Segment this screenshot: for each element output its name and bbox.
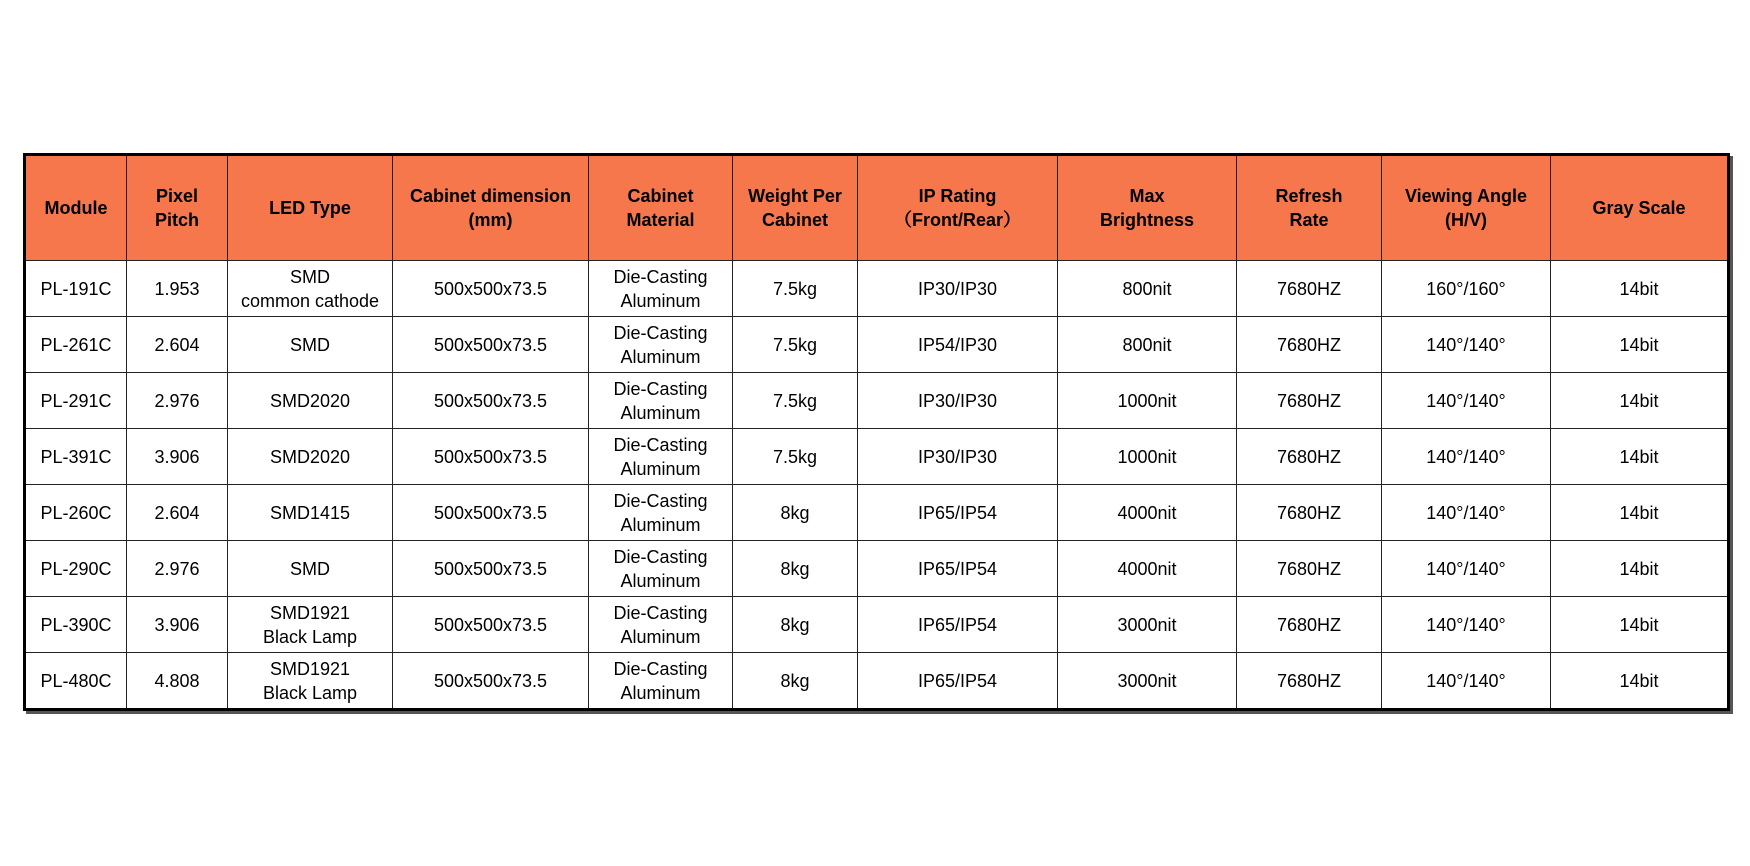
cell-led-type (228, 541, 393, 597)
cell-module (25, 261, 127, 317)
cell-pixel-pitch (127, 429, 228, 485)
column-header-pixel-pitch (127, 155, 228, 261)
cell-value: 14bit (1619, 614, 1659, 635)
cell-value: PL-261C (40, 334, 112, 355)
column-header-refresh-rate (1237, 155, 1382, 261)
cell-value: IP30/IP30 (917, 390, 998, 411)
cell-refresh-rate (1237, 485, 1382, 541)
cell-value: IP65/IP54 (917, 502, 998, 523)
cell-refresh-rate (1237, 373, 1382, 429)
cell-max-brightness (1058, 373, 1237, 429)
cell-viewing-angle (1382, 261, 1551, 317)
cell-value: 7680HZ (1276, 334, 1342, 355)
cell-value: 140°/140° (1426, 670, 1506, 691)
cell-refresh-rate (1237, 317, 1382, 373)
cell-value: 500x500x73.5 (433, 670, 548, 691)
cell-refresh-rate (1237, 261, 1382, 317)
column-header-label: IP Rating （Front/Rear） (893, 186, 1021, 230)
cell-value: 2.976 (154, 390, 200, 411)
cell-led-type (228, 373, 393, 429)
cell-value: Die-Casting Aluminum (613, 602, 708, 647)
cell-value: 140°/140° (1426, 390, 1506, 411)
table-row (25, 485, 1729, 541)
cell-value: 800nit (1122, 278, 1172, 299)
table-row (25, 653, 1729, 710)
cell-value: 7680HZ (1276, 278, 1342, 299)
column-header-label: Refresh Rate (1275, 186, 1343, 230)
cell-value: 2.604 (154, 334, 200, 355)
cell-cabinet-material (589, 541, 733, 597)
cell-gray-scale (1551, 261, 1729, 317)
cell-viewing-angle (1382, 373, 1551, 429)
cell-value: Die-Casting Aluminum (613, 322, 708, 367)
table-row (25, 429, 1729, 485)
cell-viewing-angle (1382, 485, 1551, 541)
cell-ip-rating (858, 653, 1058, 710)
column-header-label: Weight Per Cabinet (748, 186, 842, 230)
cell-value: 7680HZ (1276, 670, 1342, 691)
cell-led-type (228, 485, 393, 541)
cell-cabinet-material (589, 597, 733, 653)
column-header-led-type (228, 155, 393, 261)
cell-max-brightness (1058, 597, 1237, 653)
cell-value: IP65/IP54 (917, 670, 998, 691)
cell-value: 140°/140° (1426, 446, 1506, 467)
cell-viewing-angle (1382, 317, 1551, 373)
cell-pixel-pitch (127, 597, 228, 653)
column-header-viewing-angle (1382, 155, 1551, 261)
cell-weight-per-cabinet (733, 597, 858, 653)
cell-weight-per-cabinet (733, 653, 858, 710)
cell-value: 500x500x73.5 (433, 278, 548, 299)
cell-value: 3000nit (1117, 670, 1177, 691)
cell-max-brightness (1058, 429, 1237, 485)
cell-value: 1000nit (1117, 446, 1177, 467)
cell-value: 7.5kg (772, 390, 818, 411)
cell-value: Die-Casting Aluminum (613, 546, 708, 591)
cell-pixel-pitch (127, 653, 228, 710)
led-module-spec-table (23, 153, 1730, 711)
cell-value: 3.906 (154, 446, 200, 467)
cell-pixel-pitch (127, 485, 228, 541)
cell-value: SMD1921 Black Lamp (262, 602, 358, 647)
cell-value: 14bit (1619, 278, 1659, 299)
cell-value: 14bit (1619, 446, 1659, 467)
cell-value: Die-Casting Aluminum (613, 490, 708, 535)
cell-value: 8kg (780, 670, 810, 691)
cell-value: SMD common cathode (240, 266, 380, 311)
column-header-module (25, 155, 127, 261)
cell-value: SMD (290, 558, 330, 579)
table-body (25, 261, 1729, 710)
cell-gray-scale (1551, 541, 1729, 597)
cell-cabinet-material (589, 429, 733, 485)
cell-weight-per-cabinet (733, 373, 858, 429)
cell-value: 8kg (780, 558, 810, 579)
cell-value: 2.604 (154, 502, 200, 523)
cell-module (25, 429, 127, 485)
cell-value: 500x500x73.5 (433, 558, 548, 579)
cell-refresh-rate (1237, 541, 1382, 597)
cell-value: 14bit (1619, 558, 1659, 579)
cell-refresh-rate (1237, 597, 1382, 653)
cell-refresh-rate (1237, 653, 1382, 710)
cell-value: PL-191C (40, 278, 112, 299)
column-header-gray-scale (1551, 155, 1729, 261)
cell-value: IP65/IP54 (917, 614, 998, 635)
cell-gray-scale (1551, 485, 1729, 541)
cell-value: 4.808 (154, 670, 200, 691)
cell-gray-scale (1551, 373, 1729, 429)
cell-value: 140°/140° (1426, 334, 1506, 355)
cell-led-type (228, 261, 393, 317)
cell-module (25, 485, 127, 541)
column-header-label: LED Type (269, 198, 351, 218)
cell-value: SMD2020 (269, 390, 351, 411)
cell-cabinet-dimension (393, 317, 589, 373)
cell-viewing-angle (1382, 597, 1551, 653)
cell-cabinet-material (589, 261, 733, 317)
table-row (25, 541, 1729, 597)
cell-module (25, 653, 127, 710)
cell-weight-per-cabinet (733, 485, 858, 541)
cell-value: 500x500x73.5 (433, 446, 548, 467)
cell-pixel-pitch (127, 541, 228, 597)
cell-max-brightness (1058, 653, 1237, 710)
cell-value: 800nit (1122, 334, 1172, 355)
cell-value: 14bit (1619, 334, 1659, 355)
cell-value: 7680HZ (1276, 390, 1342, 411)
cell-cabinet-dimension (393, 485, 589, 541)
cell-value: 140°/140° (1426, 502, 1506, 523)
table-row (25, 317, 1729, 373)
cell-cabinet-material (589, 317, 733, 373)
cell-weight-per-cabinet (733, 429, 858, 485)
cell-pixel-pitch (127, 317, 228, 373)
cell-ip-rating (858, 429, 1058, 485)
cell-value: 140°/140° (1426, 614, 1506, 635)
cell-value: 500x500x73.5 (433, 614, 548, 635)
cell-value: 1000nit (1117, 390, 1177, 411)
cell-ip-rating (858, 597, 1058, 653)
cell-ip-rating (858, 317, 1058, 373)
cell-cabinet-dimension (393, 373, 589, 429)
cell-led-type (228, 429, 393, 485)
cell-cabinet-material (589, 373, 733, 429)
cell-weight-per-cabinet (733, 261, 858, 317)
cell-viewing-angle (1382, 541, 1551, 597)
cell-gray-scale (1551, 597, 1729, 653)
cell-cabinet-dimension (393, 653, 589, 710)
column-header-label: Viewing Angle (H/V) (1404, 186, 1528, 230)
cell-value: IP65/IP54 (917, 558, 998, 579)
cell-value: 4000nit (1117, 502, 1177, 523)
cell-module (25, 373, 127, 429)
cell-max-brightness (1058, 317, 1237, 373)
column-header-cabinet-dimension (393, 155, 589, 261)
cell-value: 7.5kg (772, 334, 818, 355)
cell-cabinet-dimension (393, 429, 589, 485)
cell-ip-rating (858, 373, 1058, 429)
cell-value: SMD1921 Black Lamp (262, 658, 358, 703)
cell-led-type (228, 653, 393, 710)
cell-max-brightness (1058, 485, 1237, 541)
column-header-label: Module (44, 198, 108, 218)
cell-cabinet-material (589, 653, 733, 710)
cell-value: Die-Casting Aluminum (613, 658, 708, 703)
cell-value: 8kg (780, 502, 810, 523)
cell-cabinet-dimension (393, 541, 589, 597)
cell-value: Die-Casting Aluminum (613, 434, 708, 479)
cell-value: PL-290C (40, 558, 112, 579)
cell-value: 500x500x73.5 (433, 390, 548, 411)
cell-value: PL-390C (40, 614, 112, 635)
cell-value: SMD2020 (269, 446, 351, 467)
cell-ip-rating (858, 541, 1058, 597)
cell-value: 3.906 (154, 614, 200, 635)
cell-refresh-rate (1237, 429, 1382, 485)
cell-module (25, 317, 127, 373)
cell-cabinet-dimension (393, 597, 589, 653)
cell-viewing-angle (1382, 429, 1551, 485)
column-header-max-brightness (1058, 155, 1237, 261)
cell-module (25, 541, 127, 597)
cell-value: 2.976 (154, 558, 200, 579)
cell-value: 4000nit (1117, 558, 1177, 579)
cell-value: 7680HZ (1276, 446, 1342, 467)
cell-max-brightness (1058, 541, 1237, 597)
cell-value: 7680HZ (1276, 558, 1342, 579)
cell-value: PL-391C (40, 446, 112, 467)
cell-value: PL-291C (40, 390, 112, 411)
cell-ip-rating (858, 261, 1058, 317)
cell-led-type (228, 597, 393, 653)
cell-value: SMD1415 (269, 502, 351, 523)
cell-max-brightness (1058, 261, 1237, 317)
cell-value: 8kg (780, 614, 810, 635)
column-header-label: Cabinet dimension (mm) (409, 186, 571, 230)
cell-value: PL-480C (40, 670, 112, 691)
cell-value: 14bit (1619, 670, 1659, 691)
cell-module (25, 597, 127, 653)
table-row (25, 597, 1729, 653)
cell-gray-scale (1551, 653, 1729, 710)
cell-value: 7.5kg (772, 446, 818, 467)
cell-gray-scale (1551, 317, 1729, 373)
cell-value: 1.953 (154, 278, 200, 299)
cell-value: IP54/IP30 (917, 334, 998, 355)
cell-value: 500x500x73.5 (433, 334, 548, 355)
cell-cabinet-dimension (393, 261, 589, 317)
column-header-label: Pixel Pitch (154, 186, 199, 230)
cell-value: 160°/160° (1426, 278, 1506, 299)
cell-weight-per-cabinet (733, 541, 858, 597)
table-header (25, 155, 1729, 261)
column-header-label: Gray Scale (1592, 198, 1686, 218)
column-header-label: Max Brightness (1099, 186, 1195, 230)
cell-pixel-pitch (127, 261, 228, 317)
table-row (25, 373, 1729, 429)
column-header-weight-per-cabinet (733, 155, 858, 261)
cell-cabinet-material (589, 485, 733, 541)
column-header-ip-rating (858, 155, 1058, 261)
cell-viewing-angle (1382, 653, 1551, 710)
cell-value: PL-260C (40, 502, 112, 523)
cell-value: 7680HZ (1276, 614, 1342, 635)
cell-value: 7680HZ (1276, 502, 1342, 523)
cell-value: Die-Casting Aluminum (613, 378, 708, 423)
cell-value: 14bit (1619, 390, 1659, 411)
header-row (25, 155, 1729, 261)
cell-value: 140°/140° (1426, 558, 1506, 579)
cell-gray-scale (1551, 429, 1729, 485)
cell-value: Die-Casting Aluminum (613, 266, 708, 311)
cell-weight-per-cabinet (733, 317, 858, 373)
cell-value: 7.5kg (772, 278, 818, 299)
cell-value: IP30/IP30 (917, 446, 998, 467)
cell-value: 3000nit (1117, 614, 1177, 635)
cell-value: 14bit (1619, 502, 1659, 523)
cell-value: 500x500x73.5 (433, 502, 548, 523)
cell-value: IP30/IP30 (917, 278, 998, 299)
cell-ip-rating (858, 485, 1058, 541)
cell-value: SMD (290, 334, 330, 355)
table-row (25, 261, 1729, 317)
column-header-cabinet-material (589, 155, 733, 261)
cell-pixel-pitch (127, 373, 228, 429)
column-header-label: Cabinet Material (626, 186, 695, 230)
cell-led-type (228, 317, 393, 373)
